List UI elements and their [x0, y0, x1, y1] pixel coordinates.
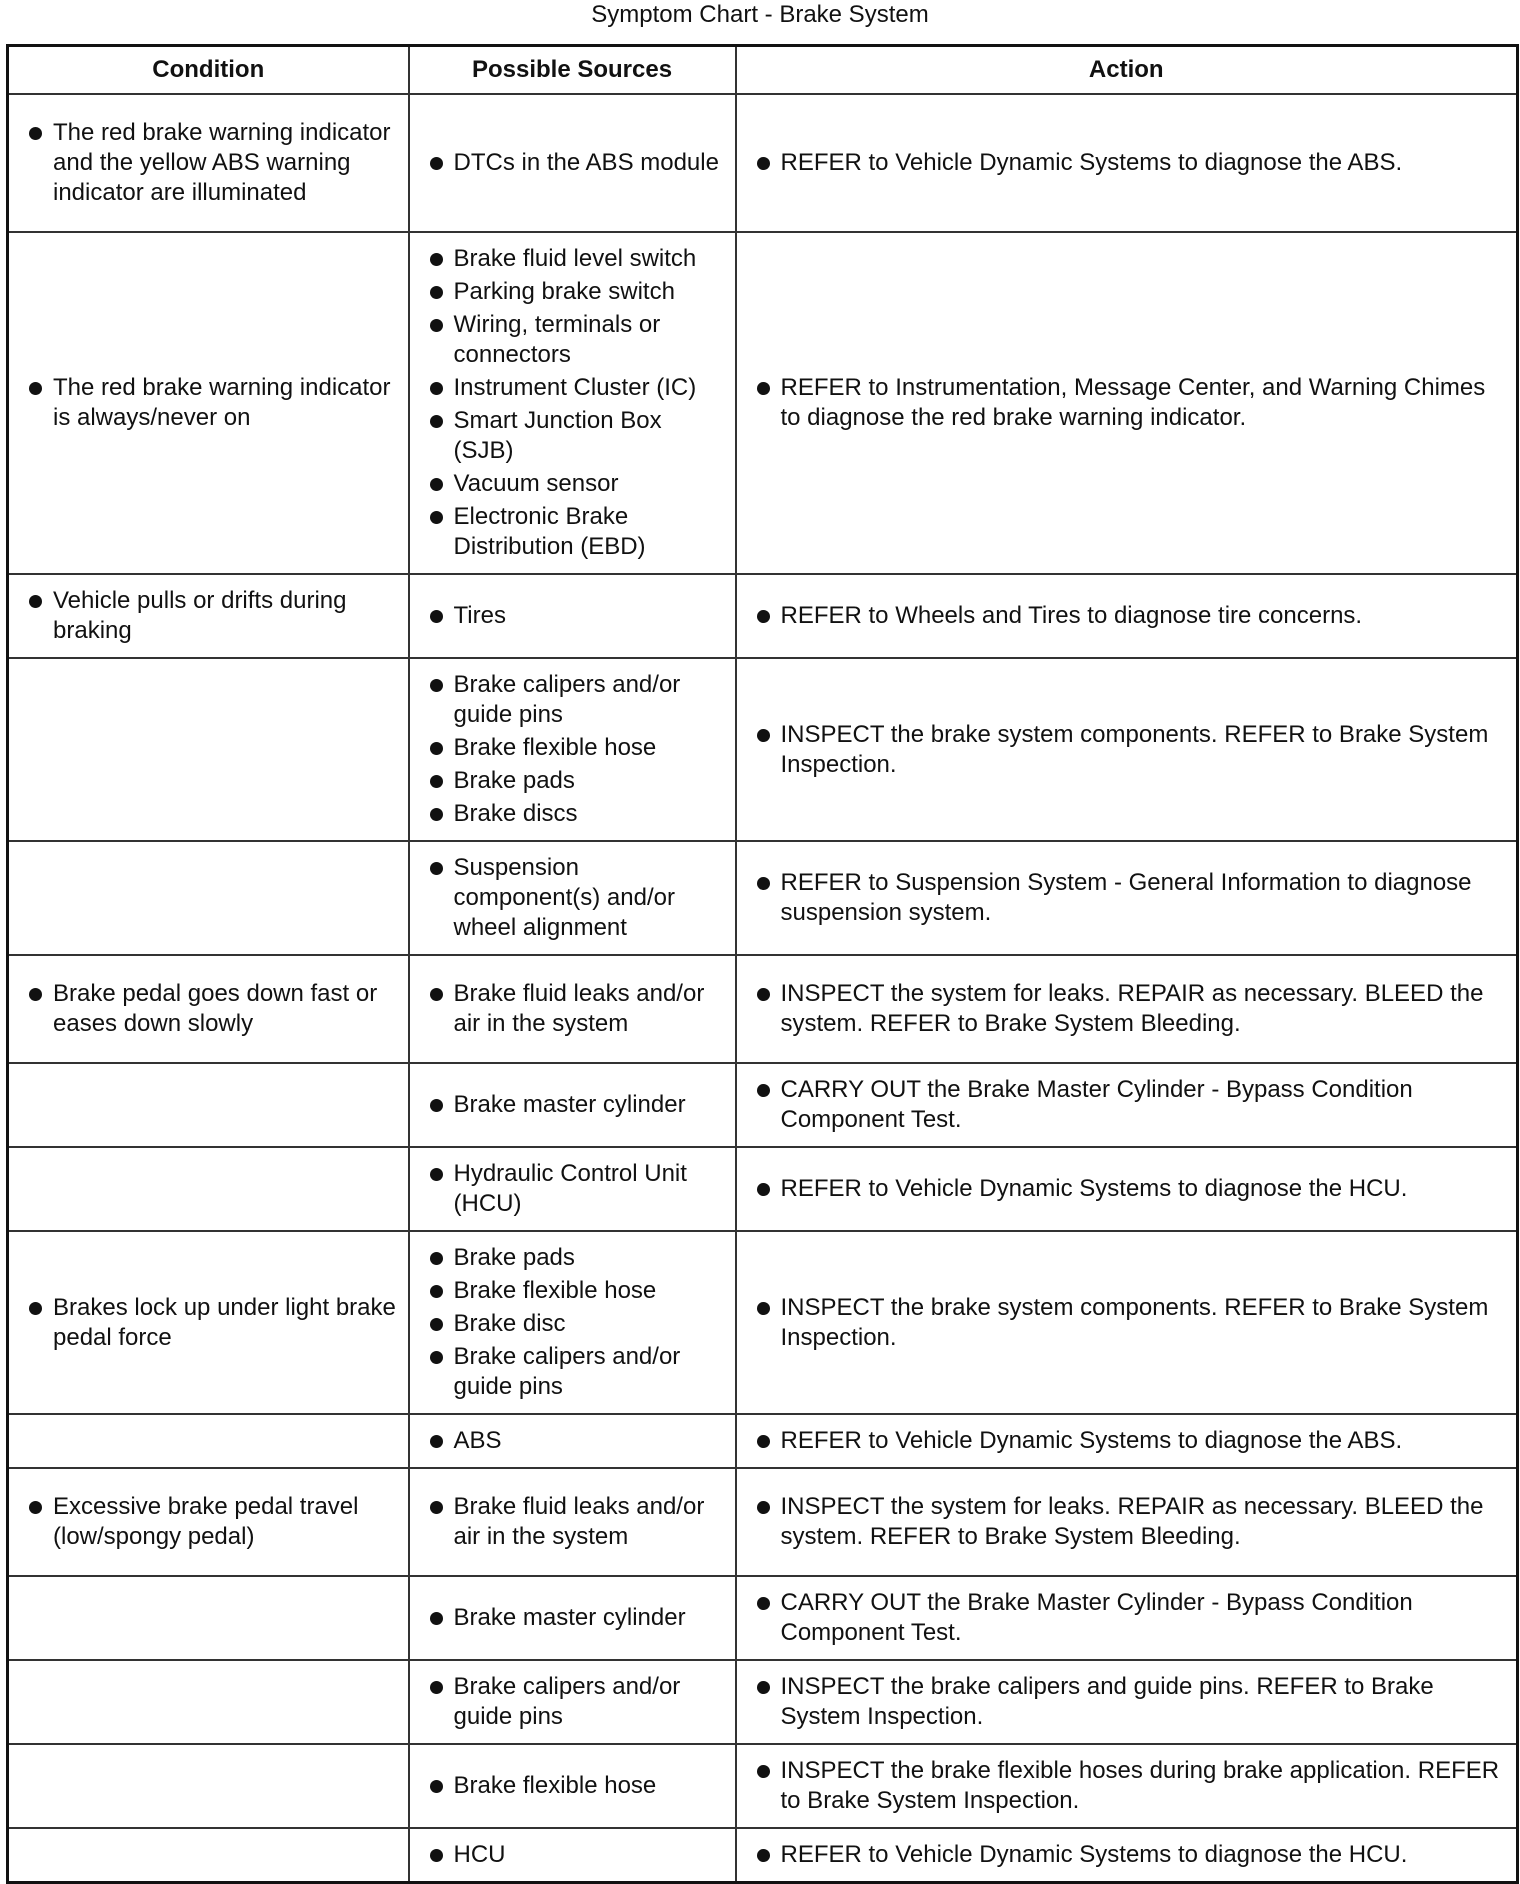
condition-cell — [8, 841, 409, 955]
action-text: REFER to Vehicle Dynamic Systems to diagnose the HCU. — [747, 1840, 1507, 1870]
condition-cell — [8, 1744, 409, 1828]
condition-text: Brake pedal goes down fast or eases down slowly — [19, 979, 398, 1039]
action-cell — [736, 1063, 1518, 1147]
condition-text: Vehicle pulls or drifts during braking — [19, 586, 398, 646]
table-row — [8, 1576, 1518, 1660]
symptom-chart-table — [6, 44, 1519, 1884]
table-row — [8, 232, 1518, 574]
table-row — [8, 1828, 1518, 1883]
possible-sources-cell — [409, 1660, 736, 1744]
condition-cell — [8, 955, 409, 1063]
action-cell — [736, 1576, 1518, 1660]
possible-sources-cell — [409, 955, 736, 1063]
source-item: Brake calipers and/or guide pins — [420, 1672, 725, 1732]
possible-sources-cell — [409, 1744, 736, 1828]
table-row — [8, 955, 1518, 1063]
possible-sources-cell — [409, 574, 736, 658]
possible-sources-cell — [409, 1828, 736, 1883]
table-row — [8, 1468, 1518, 1576]
condition-cell — [8, 94, 409, 232]
condition-text: The red brake warning indicator and the yellow ABS warning indicator are illuminated — [19, 118, 398, 208]
table-row — [8, 1231, 1518, 1414]
action-text: REFER to Vehicle Dynamic Systems to diagnose the ABS. — [747, 148, 1507, 178]
source-item: Brake calipers and/or guide pins — [420, 1342, 725, 1402]
action-cell — [736, 955, 1518, 1063]
table-row — [8, 1660, 1518, 1744]
source-item: Brake pads — [420, 766, 725, 796]
table-row — [8, 1063, 1518, 1147]
source-item: Electronic Brake Distribution (EBD) — [420, 502, 725, 562]
source-item: Brake fluid level switch — [420, 244, 725, 274]
condition-cell — [8, 574, 409, 658]
action-cell — [736, 1744, 1518, 1828]
header-row — [8, 46, 1518, 95]
table-body — [8, 94, 1518, 1883]
source-item: Brake flexible hose — [420, 1276, 725, 1306]
source-item: Brake discs — [420, 799, 725, 829]
action-text: INSPECT the system for leaks. REPAIR as necessary. BLEED the system. REFER to Brake System Bleeding. — [747, 1492, 1507, 1552]
action-cell — [736, 1231, 1518, 1414]
action-text: INSPECT the brake system components. REFER to Brake System Inspection. — [747, 720, 1507, 780]
possible-sources-cell — [409, 94, 736, 232]
condition-cell — [8, 1414, 409, 1468]
header-possible-sources: Possible Sources — [409, 46, 736, 95]
condition-text: Excessive brake pedal travel (low/spongy pedal) — [19, 1492, 398, 1552]
possible-sources-cell — [409, 658, 736, 841]
action-text: INSPECT the brake flexible hoses during brake application. REFER to Brake System Inspection. — [747, 1756, 1507, 1816]
source-item: Brake fluid leaks and/or air in the system — [420, 979, 725, 1039]
source-item: DTCs in the ABS module — [420, 148, 725, 178]
condition-cell — [8, 1147, 409, 1231]
possible-sources-cell — [409, 1468, 736, 1576]
source-item: Suspension component(s) and/or wheel alignment — [420, 853, 725, 943]
action-text: CARRY OUT the Brake Master Cylinder - Bypass Condition Component Test. — [747, 1075, 1507, 1135]
action-cell — [736, 94, 1518, 232]
header-action: Action — [736, 46, 1518, 95]
table-row — [8, 1414, 1518, 1468]
action-cell — [736, 574, 1518, 658]
action-text: CARRY OUT the Brake Master Cylinder - Bypass Condition Component Test. — [747, 1588, 1507, 1648]
source-item: Brake calipers and/or guide pins — [420, 670, 725, 730]
possible-sources-cell — [409, 841, 736, 955]
source-item: Wiring, terminals or connectors — [420, 310, 725, 370]
source-item: Vacuum sensor — [420, 469, 725, 499]
action-text: INSPECT the system for leaks. REPAIR as necessary. BLEED the system. REFER to Brake System Bleeding. — [747, 979, 1507, 1039]
action-cell — [736, 232, 1518, 574]
source-item: Parking brake switch — [420, 277, 725, 307]
source-item: ABS — [420, 1426, 725, 1456]
action-cell — [736, 1414, 1518, 1468]
condition-cell — [8, 1828, 409, 1883]
source-item: Brake master cylinder — [420, 1090, 725, 1120]
source-item: Brake flexible hose — [420, 733, 725, 763]
action-text: REFER to Suspension System - General Information to diagnose suspension system. — [747, 868, 1507, 928]
action-text: REFER to Vehicle Dynamic Systems to diagnose the ABS. — [747, 1426, 1507, 1456]
possible-sources-cell — [409, 1576, 736, 1660]
action-cell — [736, 1660, 1518, 1744]
condition-cell — [8, 1660, 409, 1744]
condition-cell — [8, 1576, 409, 1660]
source-item: Brake pads — [420, 1243, 725, 1273]
source-item: HCU — [420, 1840, 725, 1870]
condition-cell — [8, 1231, 409, 1414]
possible-sources-cell — [409, 1231, 736, 1414]
condition-text: Brakes lock up under light brake pedal force — [19, 1293, 398, 1353]
action-cell — [736, 658, 1518, 841]
table-row — [8, 574, 1518, 658]
action-cell — [736, 1147, 1518, 1231]
source-item: Tires — [420, 601, 725, 631]
possible-sources-cell — [409, 1414, 736, 1468]
source-item: Hydraulic Control Unit (HCU) — [420, 1159, 725, 1219]
action-cell — [736, 841, 1518, 955]
source-item: Brake disc — [420, 1309, 725, 1339]
table-row — [8, 94, 1518, 232]
action-text: INSPECT the brake system components. REFER to Brake System Inspection. — [747, 1293, 1507, 1353]
possible-sources-cell — [409, 1063, 736, 1147]
action-text: REFER to Vehicle Dynamic Systems to diagnose the HCU. — [747, 1174, 1507, 1204]
action-text: REFER to Wheels and Tires to diagnose tire concerns. — [747, 601, 1507, 631]
possible-sources-cell — [409, 232, 736, 574]
condition-cell — [8, 232, 409, 574]
action-cell — [736, 1468, 1518, 1576]
source-item: Instrument Cluster (IC) — [420, 373, 725, 403]
condition-cell — [8, 1063, 409, 1147]
action-cell — [736, 1828, 1518, 1883]
condition-cell — [8, 1468, 409, 1576]
table-row — [8, 1147, 1518, 1231]
possible-sources-cell — [409, 1147, 736, 1231]
source-item: Brake master cylinder — [420, 1603, 725, 1633]
action-text: REFER to Instrumentation, Message Center, and Warning Chimes to diagnose the red brake warning indicator. — [747, 373, 1507, 433]
condition-cell — [8, 658, 409, 841]
page-title: Symptom Chart - Brake System — [591, 1, 929, 28]
table-row — [8, 658, 1518, 841]
condition-text: The red brake warning indicator is always/never on — [19, 373, 398, 433]
source-item: Brake fluid leaks and/or air in the system — [420, 1492, 725, 1552]
table-row — [8, 1744, 1518, 1828]
source-item: Smart Junction Box (SJB) — [420, 406, 725, 466]
header-condition: Condition — [8, 46, 409, 95]
source-item: Brake flexible hose — [420, 1771, 725, 1801]
table-row — [8, 841, 1518, 955]
action-text: INSPECT the brake calipers and guide pins. REFER to Brake System Inspection. — [747, 1672, 1507, 1732]
